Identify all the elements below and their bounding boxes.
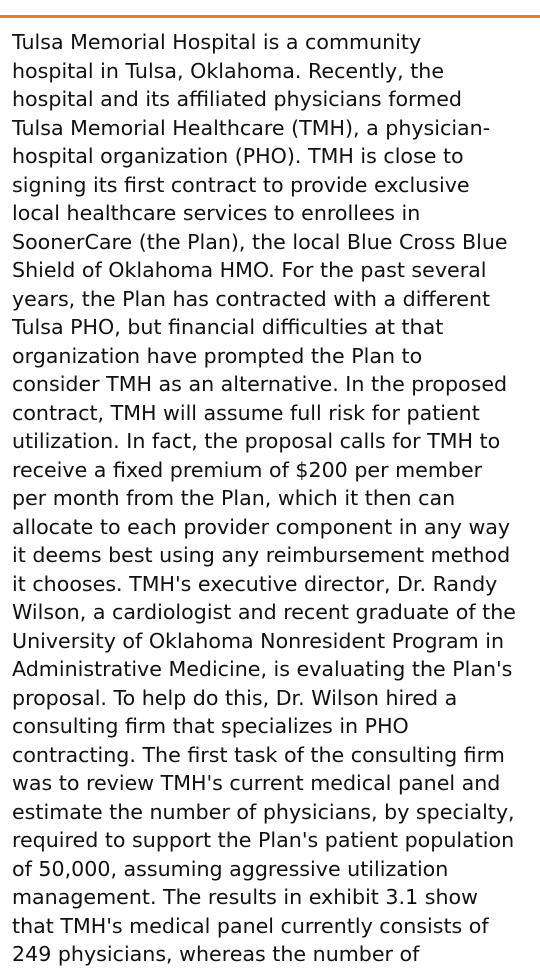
passage-line: consulting firm that specializes in PHO: [12, 714, 409, 738]
passage-line: 249 physicians, whereas the number of: [12, 942, 420, 966]
passage-line: allocate to each provider component in any way: [12, 514, 511, 539]
passage-line: management. The results in exhibit 3.1 show: [12, 885, 478, 909]
passage-line: years, the Plan has contracted with a different: [12, 286, 491, 311]
passage-line: hospital and its affiliated physicians formed: [12, 87, 462, 111]
passage-line: required to support the Plan's patient population: [12, 828, 515, 852]
passage-line: Tulsa Memorial Hospital is a community: [12, 30, 422, 54]
passage-line: hospital in Tulsa, Oklahoma. Recently, the: [12, 58, 444, 83]
passage-line: per month from the Plan, which it then can: [12, 486, 456, 510]
passage-line: consider TMH as an alternative. In the proposed: [12, 372, 508, 396]
passage-line: contract, TMH will assume full risk for patient: [12, 400, 480, 425]
passage-line: proposal. To help do this, Dr. Wilson hired a: [12, 685, 458, 710]
passage-line: Tulsa PHO, but financial difficulties at that: [12, 315, 444, 339]
passage-line: organization have prompted the Plan to: [12, 343, 423, 368]
passage-line: Administrative Medicine, is evaluating the Plan's: [12, 657, 513, 681]
passage-line: University of Oklahoma Nonresident Program in: [12, 628, 504, 653]
passage-line: contracting. The first task of the consulting firm: [12, 742, 505, 767]
case-passage: [12, 28, 536, 969]
passage-line: estimate the number of physicians, by specialty,: [12, 799, 515, 824]
passage-line: was to review TMH's current medical panel and: [12, 771, 501, 795]
passage-line: utilization. In fact, the proposal calls for TMH to: [12, 429, 501, 453]
passage-line: Shield of Oklahoma HMO. For the past several: [12, 258, 487, 282]
passage-line: signing its first contract to provide exclusive: [12, 172, 470, 197]
passage-line: of 50,000, assuming aggressive utilization: [12, 856, 449, 881]
passage-line: hospital organization (PHO). TMH is close to: [12, 144, 464, 168]
passage-line: Wilson, a cardiologist and recent graduate of the: [12, 600, 516, 624]
passage-line: that TMH's medical panel currently consists of: [12, 913, 489, 938]
passage-line: it deems best using any reimbursement method: [12, 543, 511, 567]
passage-line: Tulsa Memorial Healthcare (TMH), a physician-: [12, 115, 491, 140]
passage-line: local healthcare services to enrollees in: [12, 201, 421, 225]
passage-line: it chooses. TMH's executive director, Dr. Randy: [12, 571, 498, 596]
top-accent-rule: [0, 0, 540, 18]
passage-line: SoonerCare (the Plan), the local Blue Cross Blue: [12, 229, 508, 254]
passage-line: receive a fixed premium of $200 per member: [12, 457, 483, 482]
